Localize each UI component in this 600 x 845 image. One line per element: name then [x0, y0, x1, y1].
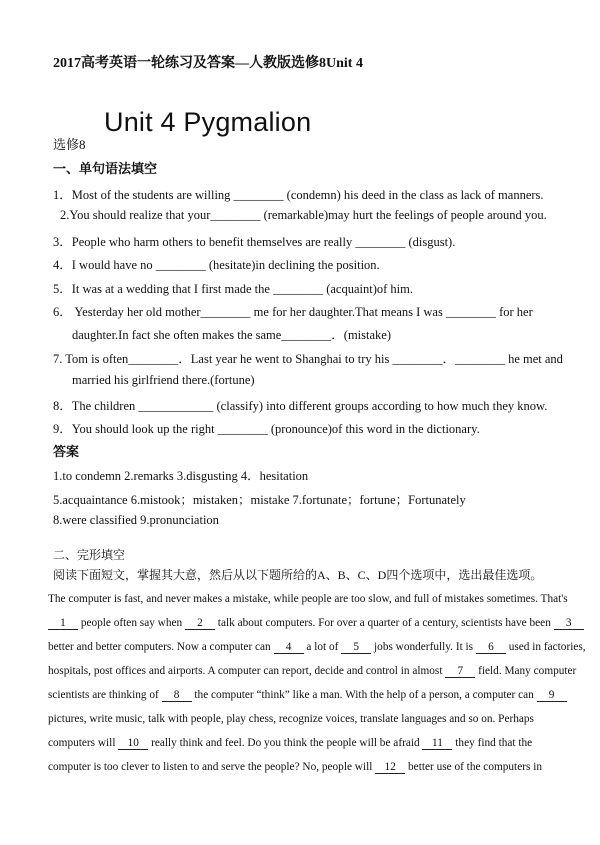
question-1: 1．Most of the students are willing ________ (condemn) his deed in the class as lack of manners. — [53, 188, 544, 202]
document-title: 2017高考英语一轮练习及答案—人教版选修8Unit 4 — [53, 56, 363, 71]
cloze-blank-8: 8 — [162, 689, 192, 702]
cloze-blank-9: 9 — [537, 689, 567, 702]
question-6-line2: daughter.In fact she often makes the same________．(mistake) — [72, 328, 392, 342]
question-4: 4．I would have no ________ (hesitate)in declining the position. — [53, 258, 380, 272]
cloze-blank-11: 11 — [422, 737, 452, 750]
cloze-blank-7: 7 — [445, 665, 475, 678]
passage-line-5: scientists are thinking of 8 the computer “think” like a man. With the help of a person, a computer can 9 — [48, 689, 567, 702]
question-8: 8．The children ____________ (classify) into different groups according to how much they know. — [53, 399, 548, 413]
section-heading-cloze: 二、完形填空 — [53, 548, 126, 562]
cloze-blank-1: 1 — [48, 617, 78, 630]
passage-line-6: pictures, write music, talk with people, play chess, recognize voices, translate languages and so on. Perhaps — [48, 713, 534, 725]
cloze-blank-10: 10 — [118, 737, 148, 750]
unit-title: Unit 4 Pygmalion — [104, 107, 312, 137]
cloze-blank-3: 3 — [554, 617, 584, 630]
answers-line-1: 1.to condemn 2.remarks 3.disgusting 4．hesitation — [53, 469, 309, 483]
question-9: 9．You should look up the right ________ (pronounce)of this word in the dictionary. — [53, 422, 480, 436]
question-3: 3．People who harm others to benefit themselves are really ________ (disgust). — [53, 235, 456, 249]
cloze-blank-6: 6 — [476, 641, 506, 654]
question-7-line1: 7. Tom is often________．Last year he went to Shanghai to try his ________．________ he met and — [53, 352, 563, 366]
cloze-blank-12: 12 — [375, 761, 405, 774]
section-heading-grammar: 一、单句语法填空 — [53, 161, 158, 176]
question-7-line2: married his girlfriend there.(fortune) — [72, 373, 255, 387]
passage-line-2: 1 people often say when 2 talk about computers. For over a quarter of a century, scientists have been 3 — [48, 617, 584, 630]
elective-label: 选修8 — [53, 137, 86, 152]
answers-line-2: 5.acquaintance 6.mistook；mistaken；mistake 7.fortunate；fortune；Fortunately — [53, 493, 466, 507]
passage-line-4: hospitals, post offices and airports. A computer can report, decide and control in almost 7 field. Many computer — [48, 665, 577, 677]
cloze-blank-2: 2 — [185, 617, 215, 630]
answers-line-3: 8.were classified 9.pronunciation — [53, 513, 219, 527]
passage-line-3: better and better computers. Now a computer can 4 a lot of 5 jobs wonderfully. It is 6 used in factories, — [48, 641, 586, 653]
question-2: 2.You should realize that your________ (remarkable)may hurt the feelings of people around you. — [60, 208, 547, 222]
passage-line-1: The computer is fast, and never makes a mistake, while people are too slow, and full of mistakes sometimes. That's — [48, 593, 568, 605]
question-5: 5．It was at a wedding that I first made the ________ (acquaint)of him. — [53, 282, 413, 296]
cloze-blank-5: 5 — [341, 641, 371, 654]
answers-heading: 答案 — [53, 444, 80, 459]
cloze-blank-4: 4 — [274, 641, 304, 654]
passage-line-8: computer is too clever to listen to and serve the people? No, people will 12 better use of the computers in — [48, 761, 542, 773]
question-6-line1: 6． Yesterday her old mother________ me for her daughter.That means I was ________ for her — [53, 305, 533, 319]
cloze-instruction: 阅读下面短文，掌握其大意，然后从以下题所给的A、B、C、D四个选项中，选出最佳选项。 — [53, 568, 543, 582]
passage-line-7: computers will 10 really think and feel. Do you think the people will be afraid 11 they find that the — [48, 737, 533, 749]
